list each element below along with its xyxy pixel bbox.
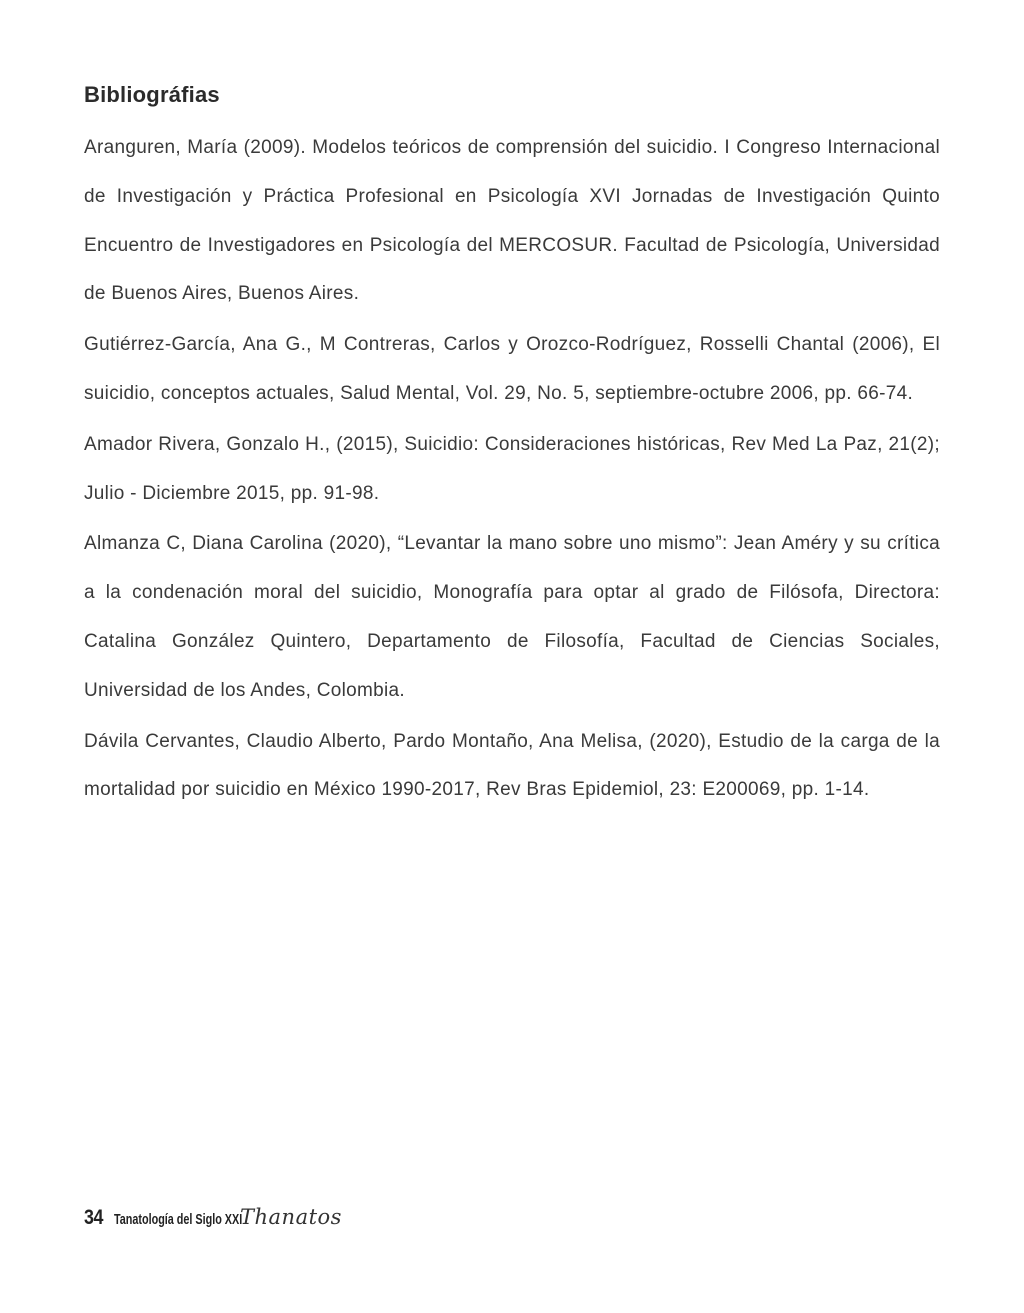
reference-item: Almanza C, Diana Carolina (2020), “Levantar la mano sobre uno mismo”: Jean Améry y su crítica a la condenación moral del suicidio, Monografía para optar al grado de Filósofa, Directora: Catalina González Quintero, Departamento de Filosofía, Facultad de Ciencias Sociales, Universidad de los Andes, Colombia. bbox=[84, 533, 940, 701]
reference-item: Aranguren, María (2009). Modelos teóricos de comprensión del suicidio. I Congreso Internacional de Investigación y Práctica Profesional en Psicología XVI Jornadas de Investigación Quinto Encuentro de Investigadores en Psicología del MERCOSUR. Facultad de Psicología, Universidad de Buenos Aires, Buenos Aires. bbox=[84, 137, 940, 305]
section-heading: Bibliográfias bbox=[84, 82, 220, 107]
reference-item: Dávila Cervantes, Claudio Alberto, Pardo Montaño, Ana Melisa, (2020), Estudio de la carga de la mortalidad por suicidio en México 1990-2017, Rev Bras Epidemiol, 23: E200069, pp. 1-14. bbox=[84, 730, 940, 801]
page-footer bbox=[84, 1205, 342, 1241]
reference-item: Amador Rivera, Gonzalo H., (2015), Suicidio: Consideraciones históricas, Rev Med La Paz, 21(2); Julio - Diciembre 2015, pp. 91-98. bbox=[84, 433, 940, 504]
journal-name: Tanatología del Siglo XXI bbox=[114, 1211, 243, 1228]
reference-item: Gutiérrez-García, Ana G., M Contreras, Carlos y Orozco-Rodríguez, Rosselli Chantal (2006), El suicidio, conceptos actuales, Salud Mental, Vol. 29, No. 5, septiembre-octubre 2006, pp. 66-74. bbox=[84, 334, 940, 404]
page-number: 34 bbox=[84, 1206, 104, 1229]
reference-list bbox=[84, 124, 940, 817]
journal-logo: Thanatos bbox=[240, 1205, 342, 1229]
